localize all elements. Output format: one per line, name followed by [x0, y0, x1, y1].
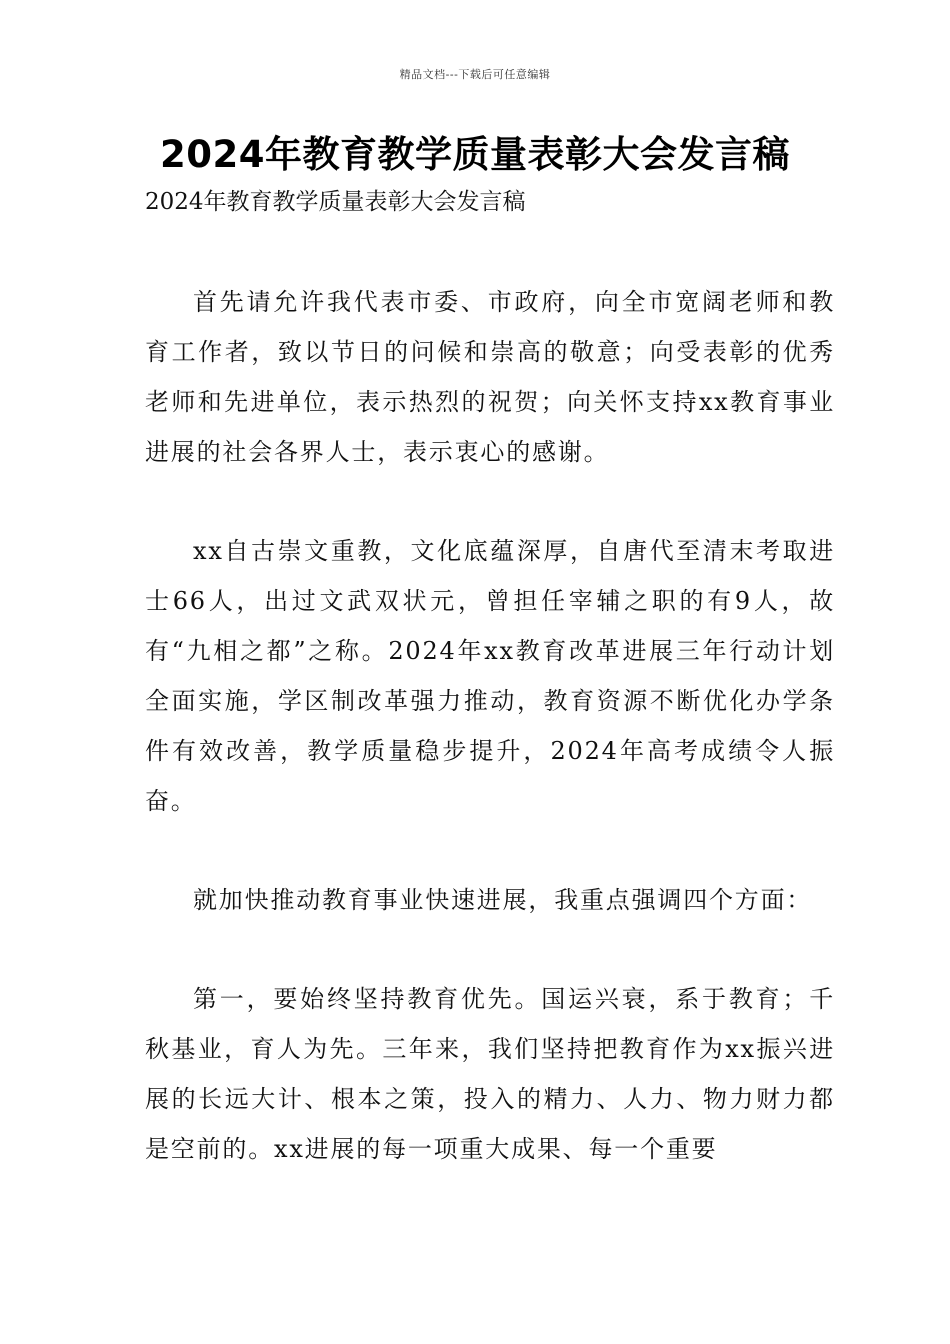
- document-title: 2024年教育教学质量表彰大会发言稿: [160, 133, 790, 176]
- paragraph-four-aspects: 就加快推动教育事业快速进展，我重点强调四个方面：: [193, 886, 813, 914]
- document-body: [145, 277, 835, 1223]
- header-note: 精品文档---下载后可任意编辑: [399, 68, 551, 81]
- paragraph-history: xx自古崇文重教，文化底蕴深厚，自唐代至清末考取进士66人，出过文武双状元，曾担任宰辅之职的有9人，故有“九相之都”之称。2024年xx教育改革进展三年行动计划全面实施，学区制改革强力推动，教育资源不断优化办学条件有效改善，教学质量稳步提升，2024年高考成绩令人振奋。: [145, 537, 835, 815]
- document-subtitle: 2024年教育教学质量表彰大会发言稿: [145, 189, 526, 215]
- paragraph-first-point: 第一，要始终坚持教育优先。国运兴衰，系于教育；千秋基业，育人为先。三年来，我们坚持把教育作为xx振兴进展的长远大计、根本之策，投入的精力、人力、物力财力都是空前的。xx进展的每一项重大成果、每一个重要: [145, 985, 835, 1163]
- paragraph-greeting: 首先请允许我代表市委、市政府，向全市宽阔老师和教育工作者，致以节日的问候和崇高的敬意；向受表彰的优秀老师和先进单位，表示热烈的祝贺；向关怀支持xx教育事业进展的社会各界人士，表示衷心的感谢。: [145, 288, 835, 466]
